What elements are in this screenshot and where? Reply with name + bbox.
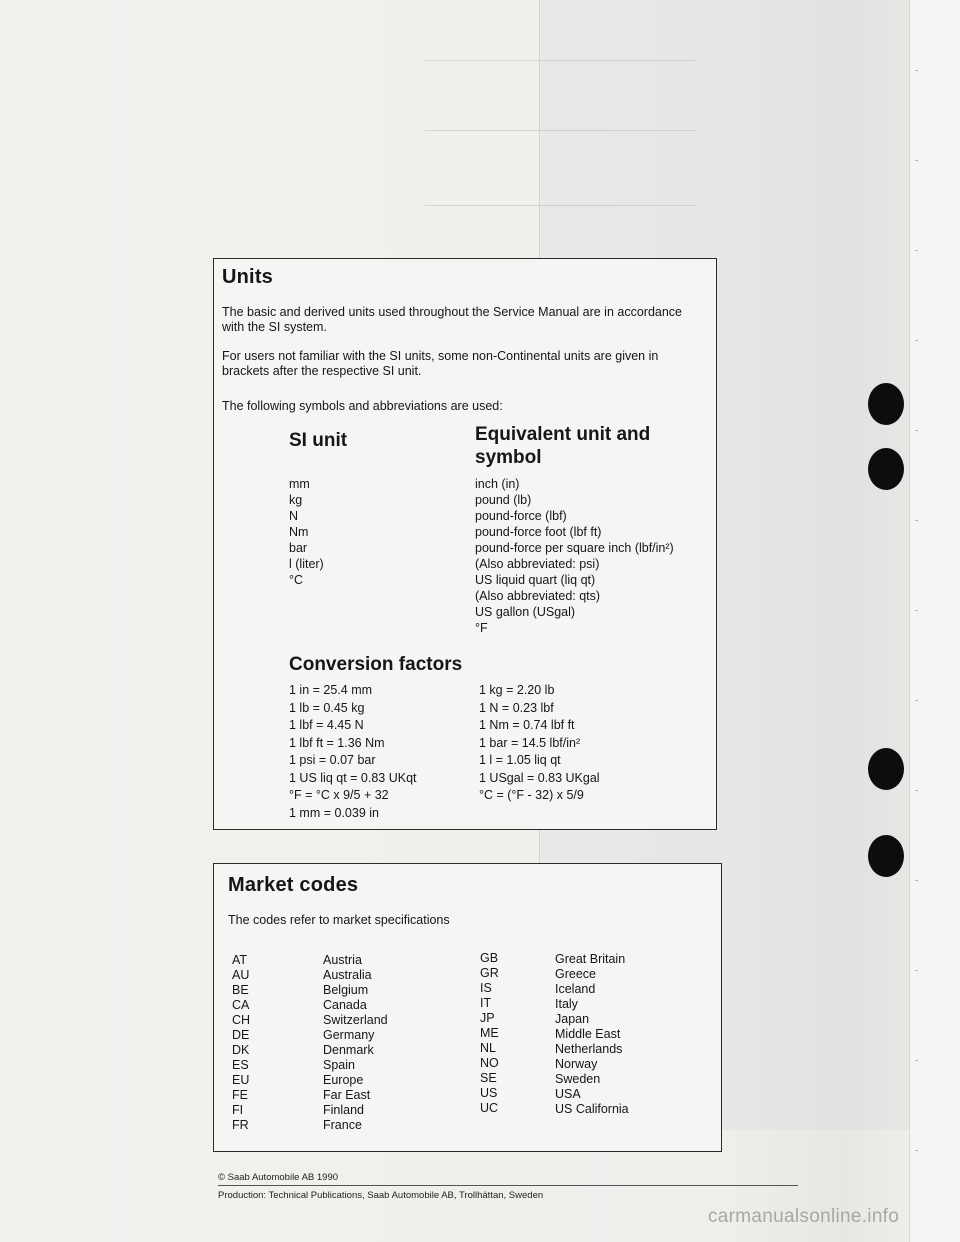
market-name: US California: [555, 1102, 629, 1116]
si-unit-item: kg: [289, 493, 303, 507]
margin-tick: [915, 250, 918, 251]
market-name: Australia: [323, 968, 372, 982]
margin-tick: [915, 1150, 918, 1151]
market-name: Netherlands: [555, 1042, 623, 1056]
market-name-list-2: [555, 952, 629, 1117]
margin-tick: [915, 880, 918, 881]
si-unit-item: bar: [289, 541, 308, 555]
bleed-line: [425, 130, 695, 131]
conversion-item: 1 mm = 0.039 in: [289, 805, 379, 820]
conversion-right-list: [479, 682, 600, 805]
units-section: [213, 258, 717, 830]
market-code: GR: [480, 966, 499, 980]
bleed-line: [425, 60, 695, 61]
market-code: IT: [480, 996, 492, 1010]
conversion-item: 1 USgal = 0.83 UKgal: [479, 770, 600, 785]
conversion-factors-heading: Conversion factors: [289, 654, 463, 675]
market-name: Far East: [323, 1088, 371, 1102]
market-name: Italy: [555, 997, 578, 1011]
market-code: AT: [232, 953, 248, 967]
margin-tick: [915, 790, 918, 791]
equivalent-unit-item: US liquid quart (liq qt): [475, 573, 596, 587]
si-unit-heading: SI unit: [289, 430, 348, 451]
market-name: Iceland: [555, 982, 596, 996]
equivalent-unit-item: °F: [475, 621, 488, 635]
margin-tick: [915, 430, 918, 431]
conversion-item: 1 psi = 0.07 bar: [289, 753, 376, 767]
units-title: Units: [222, 266, 273, 288]
market-code: DK: [232, 1043, 250, 1057]
units-symbols-paragraph: The following symbols and abbreviations are used:: [222, 399, 503, 413]
market-name: Finland: [323, 1103, 364, 1117]
market-name: Canada: [323, 998, 367, 1012]
margin-tick: [915, 520, 918, 521]
market-code: US: [480, 1086, 498, 1100]
market-name: France: [323, 1118, 362, 1132]
equivalent-unit-heading: Equivalent unit and symbol: [475, 424, 651, 468]
market-code: ME: [480, 1026, 499, 1040]
units-nonsi-paragraph: For users not familiar with the SI units, some non-Continental units are given in brackets after the respective SI unit.: [222, 349, 659, 378]
market-name: Japan: [555, 1012, 590, 1026]
conversion-item: 1 bar = 14.5 lbf/in²: [479, 735, 581, 750]
market-name: Germany: [323, 1028, 375, 1042]
margin-tick: [915, 340, 918, 341]
conversion-item: 1 lbf ft = 1.36 Nm: [289, 735, 385, 750]
margin-tick: [915, 70, 918, 71]
market-code: JP: [480, 1011, 495, 1025]
watermark-text: carmanualsonline.info: [708, 1206, 900, 1227]
production-text: Production: Technical Publications, Saab Automobile AB, Trollhättan, Sweden: [218, 1190, 544, 1201]
margin-tick: [915, 610, 918, 611]
market-codes-title: Market codes: [228, 874, 359, 896]
bleed-line: [425, 205, 695, 206]
equivalent-unit-list: [475, 476, 674, 636]
footer-divider: [218, 1185, 798, 1186]
si-unit-item: l (liter): [289, 557, 324, 571]
market-code: AU: [232, 968, 250, 982]
market-code: IS: [480, 981, 492, 995]
market-name: USA: [555, 1087, 581, 1101]
market-code: FR: [232, 1118, 249, 1132]
market-name: Austria: [323, 953, 362, 967]
margin-tick: [915, 1060, 918, 1061]
market-name: Sweden: [555, 1072, 601, 1086]
si-unit-item: mm: [289, 477, 310, 491]
conversion-item: 1 kg = 2.20 lb: [479, 683, 555, 697]
equivalent-unit-item: pound-force per square inch (lbf/in²): [475, 541, 674, 555]
conversion-item: 1 in = 25.4 mm: [289, 683, 373, 697]
conversion-item: 1 N = 0.23 lbf: [479, 700, 554, 715]
binder-hole: [868, 383, 904, 425]
page-edge: [909, 0, 960, 1242]
binder-hole: [868, 835, 904, 877]
market-code: EU: [232, 1073, 250, 1087]
conversion-item: 1 US liq qt = 0.83 UKqt: [289, 770, 417, 785]
conversion-item: 1 Nm = 0.74 lbf ft: [479, 718, 575, 732]
market-name-list-1: [323, 953, 388, 1133]
market-code: CH: [232, 1013, 251, 1027]
market-name: Spain: [323, 1058, 355, 1072]
units-intro-paragraph: The basic and derived units used throughout the Service Manual are in accordance with the SI system.: [222, 305, 683, 334]
market-code-list-1: [232, 953, 250, 1133]
market-name: Switzerland: [323, 1013, 388, 1027]
equivalent-unit-item: pound-force foot (lbf ft): [475, 525, 602, 539]
market-code: GB: [480, 951, 499, 965]
si-unit-item: Nm: [289, 525, 309, 539]
equivalent-unit-item: (Also abbreviated: qts): [475, 589, 601, 603]
margin-tick: [915, 970, 918, 971]
margin-tick: [915, 160, 918, 161]
margin-tick: [915, 700, 918, 701]
equivalent-unit-item: (Also abbreviated: psi): [475, 557, 600, 571]
conversion-item: 1 lb = 0.45 kg: [289, 700, 365, 715]
market-name: Europe: [323, 1073, 364, 1087]
market-code: FI: [232, 1103, 244, 1117]
equivalent-unit-item: pound-force (lbf): [475, 509, 567, 523]
market-name: Greece: [555, 967, 596, 981]
market-code-list-2: [480, 951, 499, 1116]
conversion-item: 1 lbf = 4.45 N: [289, 718, 364, 732]
market-name: Middle East: [555, 1027, 621, 1041]
market-name: Belgium: [323, 983, 369, 997]
equivalent-unit-item: pound (lb): [475, 493, 532, 507]
equivalent-unit-item: US gallon (USgal): [475, 605, 576, 619]
market-code: ES: [232, 1058, 249, 1072]
market-codes-section: [213, 863, 722, 1152]
binder-hole: [868, 748, 904, 790]
conversion-item: 1 l = 1.05 liq qt: [479, 753, 561, 767]
market-code: CA: [232, 998, 250, 1012]
market-code: UC: [480, 1101, 499, 1115]
market-code: SE: [480, 1071, 497, 1085]
market-name: Great Britain: [555, 952, 626, 966]
si-unit-item: °C: [289, 573, 304, 587]
si-unit-item: N: [289, 509, 299, 523]
market-codes-intro: The codes refer to market specifications: [228, 913, 450, 927]
conversion-left-list: [289, 682, 417, 822]
market-code: FE: [232, 1088, 248, 1102]
market-code: DE: [232, 1028, 250, 1042]
si-unit-list: [289, 476, 324, 588]
market-code: BE: [232, 983, 249, 997]
conversion-item: °F = °C x 9/5 + 32: [289, 788, 389, 802]
market-name: Denmark: [323, 1043, 374, 1057]
market-name: Norway: [555, 1057, 598, 1071]
market-code: NO: [480, 1056, 499, 1070]
market-code: NL: [480, 1041, 496, 1055]
copyright-text: © Saab Automobile AB 1990: [218, 1172, 339, 1183]
equivalent-unit-item: inch (in): [475, 477, 520, 491]
conversion-item: °C = (°F - 32) x 5/9: [479, 788, 584, 802]
binder-hole: [868, 448, 904, 490]
